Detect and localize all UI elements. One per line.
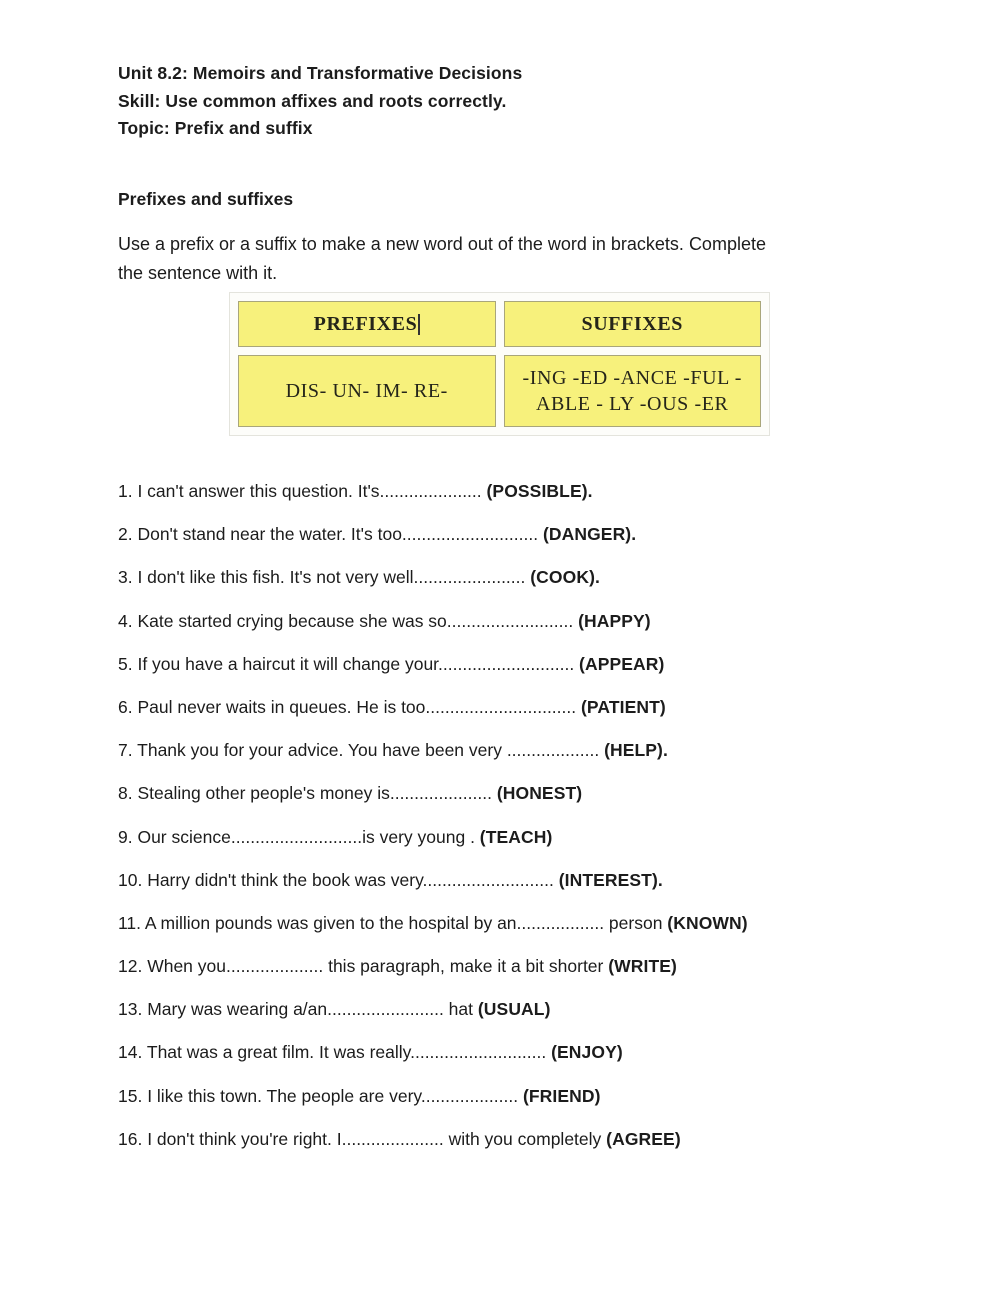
item-text: 15. I like this town. The people are very.................... [118,1085,523,1106]
item-answer: (TEACH) [479,826,553,847]
item-answer: (DANGER). [542,524,637,545]
item-text: 16. I don't think you're right. I..................... with you completely [118,1128,607,1149]
exercise-item [118,1042,908,1085]
item-answer: (HELP). [604,740,668,761]
item-answer: (USUAL) [477,999,551,1020]
item-answer: (HONEST) [496,783,583,804]
item-answer: (POSSIBLE). [486,481,593,501]
item-text: 13. Mary was wearing a/an........................ hat [118,999,478,1020]
text-cursor-artifact [418,314,420,335]
exercise-item [118,1086,908,1129]
item-text: 3. I don't like this fish. It's not very well....................... [118,567,531,588]
item-answer: (AGREE) [606,1128,681,1149]
exercise-item [118,870,908,913]
suffixes-header-label: SUFFIXES [581,312,683,335]
item-text: 9. Our science...........................is very young . [118,826,480,847]
exercise-item [118,827,908,870]
exercise-item [118,611,908,654]
item-answer: (ENJOY) [551,1042,623,1063]
item-answer: (HAPPY) [578,610,651,631]
worksheet-header [118,60,522,143]
exercise-item [118,567,908,610]
prefixes-header-cell [238,301,496,347]
prefixes-list-cell: DIS- UN- IM- RE- [238,355,496,427]
item-text: 7. Thank you for your advice. You have been very ................... [118,740,605,761]
item-answer: (INTEREST). [558,869,663,890]
exercise-item [118,783,908,826]
item-text: 10. Harry didn't think the book was very........................... [118,869,559,890]
item-answer: (KNOWN) [667,912,748,933]
exercise-item [118,697,908,740]
instructions-line-2: the sentence with it. [118,263,278,283]
exercise-item [118,524,908,567]
exercise-list [118,481,908,1172]
skill-line: Skill: Use common affixes and roots correctly. [118,90,507,111]
item-answer: (WRITE) [608,956,677,977]
item-text: 4. Kate started crying because she was so.......................... [118,610,579,631]
item-answer: (FRIEND) [522,1085,601,1106]
exercise-item [118,956,908,999]
item-text: 5. If you have a haircut it will change your............................ [118,653,580,674]
item-answer: (COOK). [530,567,600,588]
exercise-item [118,999,908,1042]
topic-line: Topic: Prefix and suffix [118,118,313,138]
affix-table [229,292,770,436]
item-text: 1. I can't answer this question. It's..................... [118,481,487,501]
suffixes-list-cell: -ING -ED -ANCE -FUL - ABLE - LY -OUS -ER [504,355,762,427]
item-answer: (PATIENT) [580,696,666,717]
section-title: Prefixes and suffixes [118,189,294,209]
item-text: 12. When you.................... this paragraph, make it a bit shorter [118,956,609,977]
item-text: 2. Don't stand near the water. It's too............................ [118,524,543,545]
item-text: 8. Stealing other people's money is..................... [118,783,497,804]
instructions-line-1: Use a prefix or a suffix to make a new word out of the word in brackets. Complete [118,234,766,254]
instructions-paragraph [118,230,766,288]
affix-table-grid [238,301,761,427]
item-text: 6. Paul never waits in queues. He is too............................... [118,696,581,717]
exercise-item [118,654,908,697]
exercise-item [118,481,908,524]
exercise-item [118,1129,908,1172]
unit-title: Unit 8.2: Memoirs and Transformative Decisions [118,63,523,83]
item-answer: (APPEAR) [579,653,665,674]
prefixes-header-label: PREFIXES [313,312,418,335]
suffixes-header-cell [504,301,762,347]
exercise-item [118,913,908,956]
item-text: 11. A million pounds was given to the hospital by an.................. person [118,912,668,933]
item-text: 14. That was a great film. It was really............................ [118,1042,552,1063]
exercise-item [118,740,908,783]
